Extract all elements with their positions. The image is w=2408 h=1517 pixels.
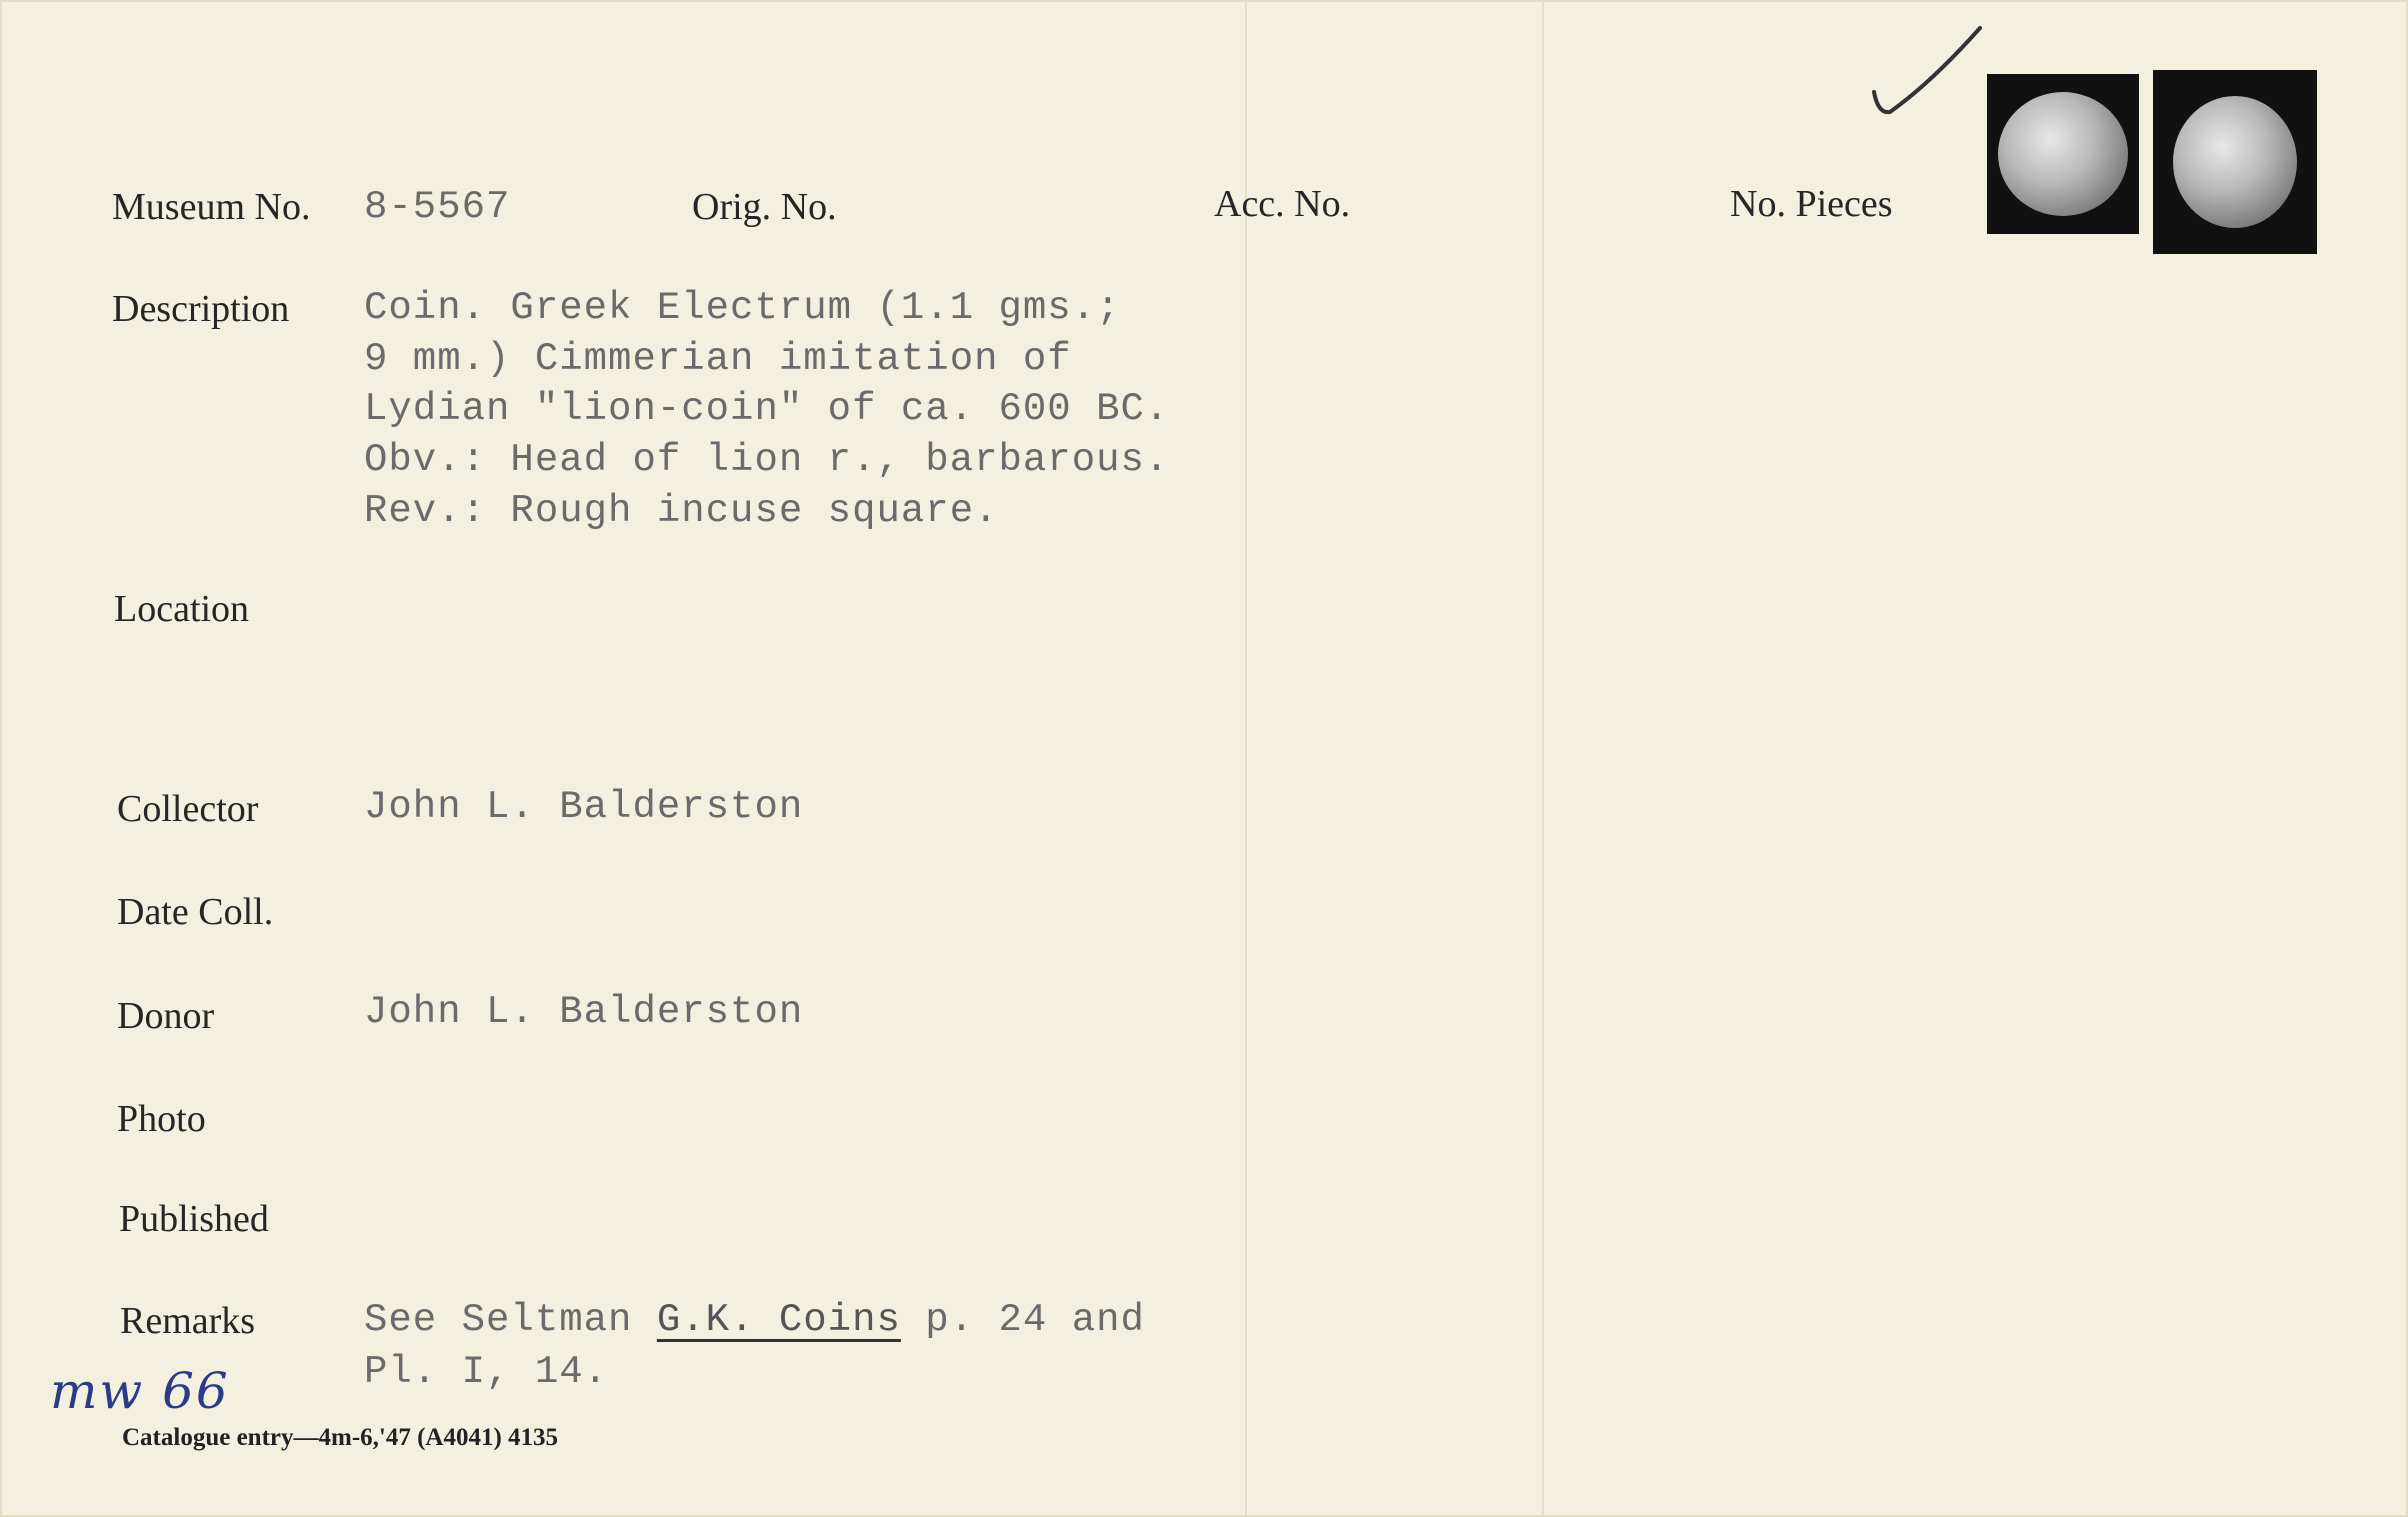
description-line: Obv.: Head of lion r., barbarous. [364,438,1170,482]
remarks-suffix: p. 24 and [900,1298,1145,1342]
remarks-prefix: See Seltman [364,1298,657,1342]
orig-no-label: Orig. No. [692,186,837,228]
museum-no-label: Museum No. [112,186,311,228]
location-label: Location [114,588,250,630]
photo-label: Photo [117,1098,206,1140]
coin-obverse-icon [1998,92,2128,216]
description-line: 9 mm.) Cimmerian imitation of [364,337,1072,381]
checkmark-icon [1862,22,1982,132]
remarks-line-1 [364,1298,1145,1342]
description-line: Lydian "lion-coin" of ca. 600 BC. [364,387,1170,431]
donor-label: Donor [117,995,215,1037]
acc-no-label: Acc. No. [1214,183,1351,225]
donor-value: John L. Balderston [364,990,804,1034]
description-line: Coin. Greek Electrum (1.1 gms.; [364,286,1121,330]
remarks-line-2: Pl. I, 14. [364,1350,609,1394]
catalogue-entry-footer: Catalogue entry—4m-6,'47 (A4041) 4135 [122,1424,559,1451]
no-pieces-label: No. Pieces [1730,183,1893,225]
card-fold-line [1245,2,1247,1515]
published-label: Published [119,1198,269,1240]
coin-reverse-icon [2173,96,2297,228]
handwritten-note: mw 66 [50,1362,230,1420]
collector-label: Collector [117,788,259,830]
remarks-label: Remarks [120,1300,256,1342]
collector-value: John L. Balderston [364,785,804,829]
museum-no-value: 8-5567 [364,185,511,229]
card-fold-line [1542,2,1544,1515]
coin-obverse-photo [1987,74,2139,234]
date-coll-label: Date Coll. [117,891,274,933]
description-line: Rev.: Rough incuse square. [364,489,999,533]
description-label: Description [112,288,290,330]
remarks-book-title: G.K. Coins [656,1298,901,1342]
coin-reverse-photo [2153,70,2317,254]
